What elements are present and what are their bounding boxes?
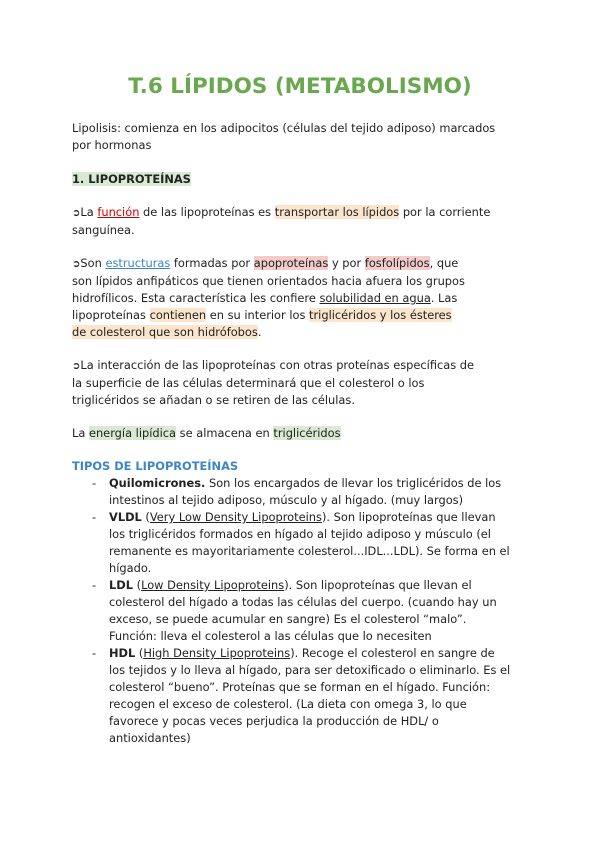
highlight-colesterol-hidrofobos: de colesterol que son hidrófobos (72, 325, 258, 339)
list-item-vldl (92, 509, 532, 577)
text-run: ( (132, 578, 142, 592)
list-item-line (109, 577, 532, 594)
list-item-line: recogen el exceso de colesterol. (La dieta con omega 3, lo que (109, 697, 467, 711)
text-run: por la corriente (399, 205, 491, 219)
intro-line-2: por hormonas (72, 138, 152, 152)
tipos-list (92, 475, 532, 747)
paragraph-funcion-line-1 (72, 204, 532, 222)
paragraph-estructuras (72, 255, 532, 341)
text-run: La interacción de las lipoproteínas con otras proteínas específicas de (80, 358, 475, 372)
text-run: Son los encargados de llevar los triglicéridos de los (205, 476, 502, 490)
paragraph-estructuras-line-4 (72, 307, 532, 324)
term-full-name: Low Density Lipoproteins (141, 578, 285, 592)
text-run: . Las (430, 291, 458, 305)
list-item-line: antioxidantes) (109, 731, 191, 745)
text-run: Son (80, 256, 106, 270)
text-run: en su interior los (206, 308, 310, 322)
text-run: ( (141, 510, 150, 524)
text-run: formadas por (170, 256, 254, 270)
highlight-apoproteinas: apoproteínas (253, 256, 329, 270)
list-item-line: los tejidos y lo lleva al hígado, para ser detoxificado o eliminarlo. Es el (109, 663, 511, 677)
section-heading-text: 1. LIPOPROTEÍNAS (72, 172, 191, 186)
list-dash: - (92, 578, 97, 592)
funcion-link[interactable]: función (97, 205, 140, 219)
underline-solubilidad: solubilidad en agua (319, 291, 431, 305)
paragraph-interaccion-line-3: triglicéridos se añadan o se retiren de las células. (72, 393, 355, 407)
text-run: ). Recoge el colesterol en sangre de (290, 646, 495, 660)
highlight-trigliceridos: triglicéridos (273, 426, 341, 440)
list-item-line: colesterol “bueno”. Proteínas que se forman en el hígado. Función: (109, 680, 491, 694)
highlight-fosfolipidos: fosfolípidos (364, 256, 430, 270)
term-full-name: Very Low Density Lipoproteins (149, 510, 322, 524)
paragraph-funcion-line-2: sanguínea. (72, 223, 135, 237)
list-item-quilomicrones (92, 475, 532, 509)
list-item-ldl (92, 577, 532, 645)
intro-line-1: Lipolisis: comienza en los adipocitos (células del tejido adiposo) marcados (72, 121, 496, 135)
highlight-trigliceridos-esteres: triglicéridos y los ésteres (309, 308, 452, 322)
term-name: VLDL (109, 510, 142, 524)
text-run: La (72, 426, 89, 440)
term-name: Quilomicrones. (109, 476, 206, 490)
list-item-line: los triglicéridos formados en hígado al tejido adiposo y músculo (el (109, 527, 491, 541)
paragraph-estructuras-line-2: son lípidos anfipáticos que tienen orientados hacia afuera los grupos (72, 274, 465, 288)
text-run: lipoproteínas (72, 308, 150, 322)
paragraph-funcion (72, 204, 532, 239)
highlight-contienen: contienen (149, 308, 207, 322)
text-run: se almacena en (176, 426, 274, 440)
paragraph-estructuras-line-1 (72, 255, 532, 273)
list-item-line: hígado. (109, 561, 152, 575)
list-item-line: exceso, se puede acumular en sangre) Es el colesterol “malo”. (109, 612, 467, 626)
section-heading-lipoproteinas (72, 171, 191, 188)
text-run: de las lipoproteínas es (139, 205, 275, 219)
text-run: y por (328, 256, 365, 270)
text-run: ). Son lipoproteínas que llevan (321, 510, 496, 524)
list-item-line (109, 475, 532, 492)
list-item-hdl (92, 645, 532, 747)
paragraph-energia (72, 425, 532, 442)
arrow-icon: ➲ (72, 361, 81, 372)
paragraph-estructuras-line-5 (72, 324, 532, 341)
document-title: T.6 LÍPIDOS (METABOLISMO) (128, 74, 472, 99)
list-item-line: colesterol del hígado a todas las células del cuerpo. (cuando hay un (109, 595, 497, 609)
highlight-transportar: transportar los lípidos (274, 205, 400, 219)
list-dash: - (92, 510, 97, 524)
paragraph-interaccion-line-2: la superficie de las células determinará que el colesterol o los (72, 376, 425, 390)
arrow-icon: ➲ (72, 208, 81, 219)
list-item-line: intestinos al tejido adiposo, músculo y al hígado. (muy largos) (109, 493, 464, 507)
list-dash: - (92, 646, 97, 660)
paragraph-interaccion-line-1 (72, 357, 532, 375)
text-run: La (80, 205, 98, 219)
list-item-line: Función: lleva el colesterol a las células que lo necesiten (109, 629, 432, 643)
paragraph-estructuras-line-3 (72, 290, 532, 307)
intro-paragraph (72, 120, 532, 154)
term-name: LDL (109, 578, 133, 592)
text-run: hidrofílicos. Esta característica les confiere (72, 291, 320, 305)
text-run: . (257, 325, 262, 339)
highlight-energia-lipidica: energía lipídica (88, 426, 177, 440)
list-item-line (109, 645, 532, 662)
list-item-line: remanente es mayoritariamente colesterol...IDL...LDL). Se forma en el (109, 544, 510, 558)
list-dash: - (92, 476, 97, 490)
list-item-line (109, 509, 532, 526)
paragraph-interaccion (72, 357, 532, 409)
section-heading-tipos: TIPOS DE LIPOPROTEÍNAS (72, 459, 239, 473)
text-run: , que (429, 256, 459, 270)
text-run: ( (135, 646, 144, 660)
text-run: ). Son lipoproteínas que llevan el (284, 578, 472, 592)
term-name: HDL (109, 646, 136, 660)
term-full-name: High Density Lipoproteins (143, 646, 291, 660)
arrow-icon: ➲ (72, 259, 81, 270)
estructuras-link[interactable]: estructuras (105, 256, 171, 270)
list-item-line: favorece y pocas veces perjudica la producción de HDL/ o (109, 714, 439, 728)
